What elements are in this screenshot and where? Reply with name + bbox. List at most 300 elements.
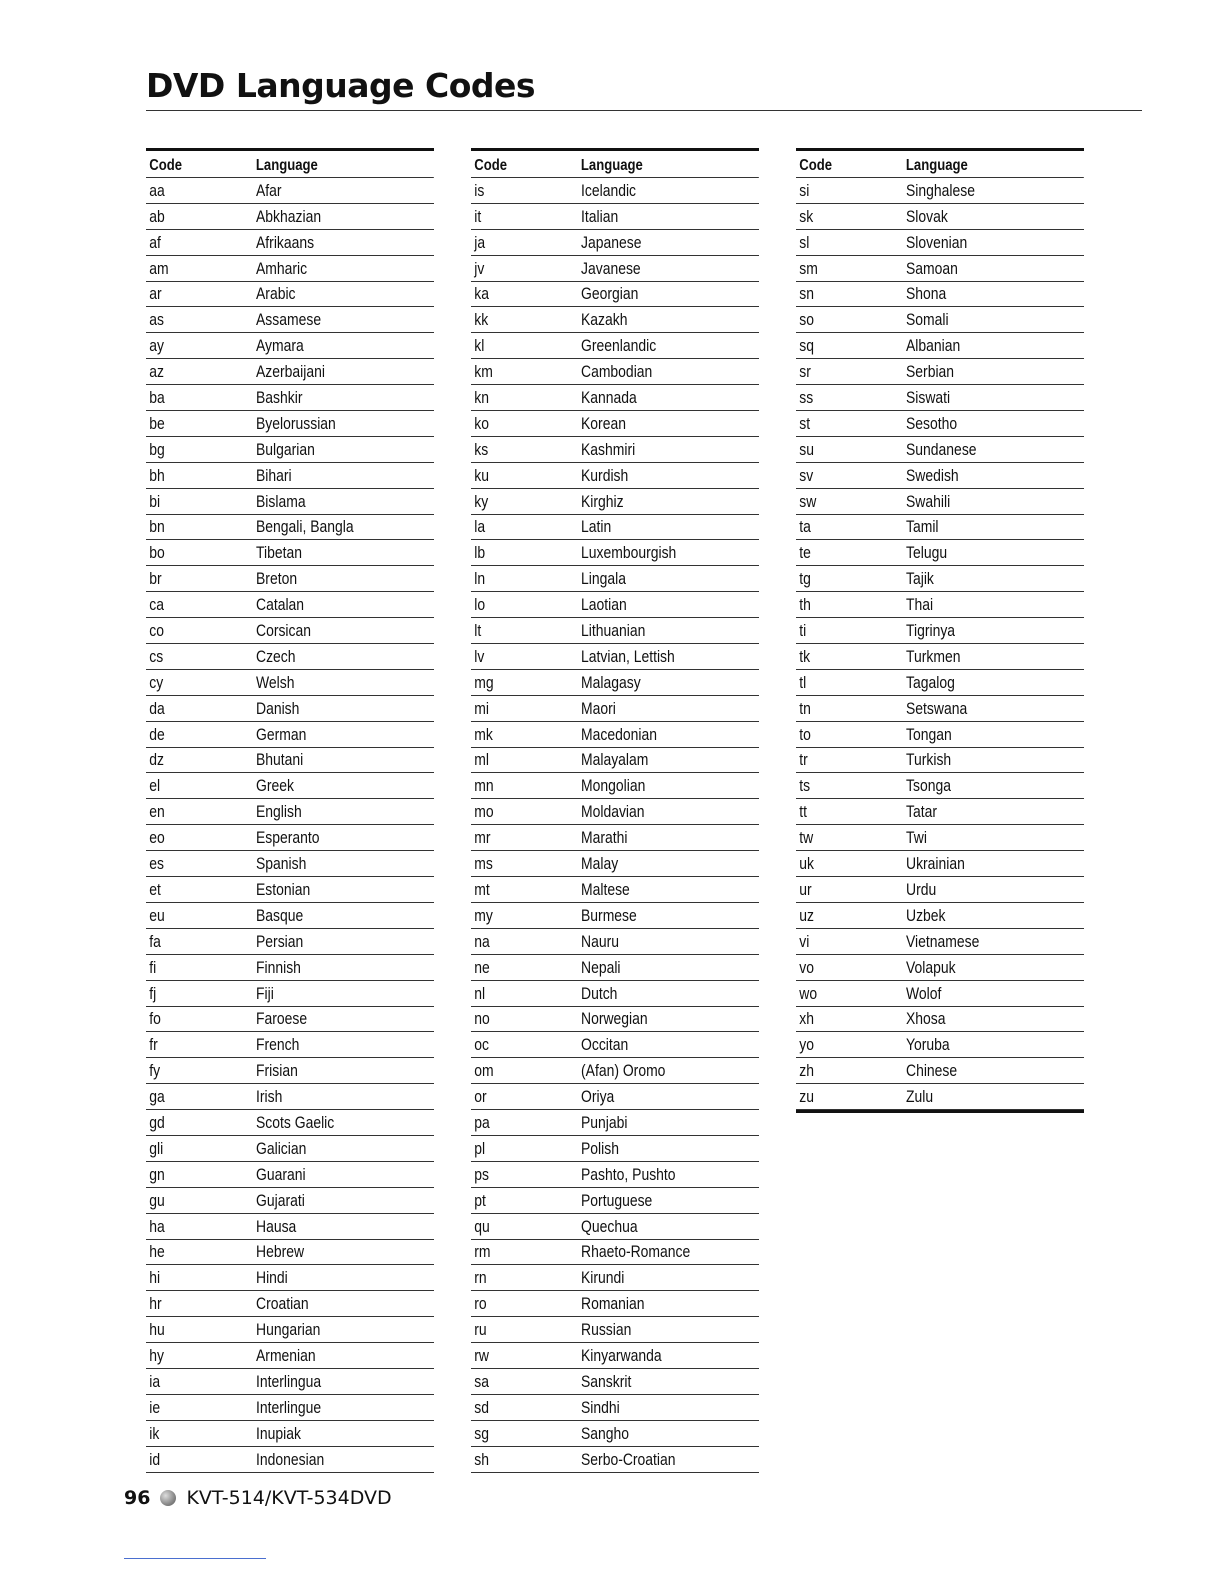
language-name: Urdu [906, 879, 937, 899]
language-name: Kinyarwanda [581, 1345, 662, 1365]
table-row [796, 696, 1084, 722]
gray-sphere-bullet-icon [160, 1490, 176, 1506]
table-row [796, 540, 1084, 566]
table-row [471, 773, 759, 799]
language-code: xh [799, 1009, 815, 1029]
table-row [146, 1447, 434, 1473]
table-row [471, 1007, 759, 1033]
language-name: Hausa [256, 1216, 297, 1236]
language-code: ba [149, 388, 165, 408]
table-rows [471, 178, 759, 1473]
language-code: cy [149, 672, 164, 692]
language-code: ik [149, 1423, 160, 1443]
table-row [471, 851, 759, 877]
language-name: Polish [581, 1138, 619, 1158]
language-name: Dutch [581, 983, 618, 1003]
language-code: sh [474, 1449, 490, 1469]
language-name: Mongolian [581, 776, 646, 796]
table-row [471, 722, 759, 748]
table-row [146, 230, 434, 256]
language-name: Kazakh [581, 310, 628, 330]
language-name: Kirundi [581, 1268, 625, 1288]
language-code: eo [149, 828, 165, 848]
language-code: mt [474, 879, 490, 899]
language-code: co [149, 621, 165, 641]
language-name: Nauru [581, 931, 619, 951]
language-name: Guarani [256, 1164, 306, 1184]
table-row [796, 515, 1084, 541]
table-row [796, 178, 1084, 204]
language-code: ts [799, 776, 811, 796]
language-name: Volapuk [906, 957, 956, 977]
language-name: Norwegian [581, 1009, 648, 1029]
table-row [146, 1395, 434, 1421]
language-name: Nepali [581, 957, 621, 977]
language-name: Laotian [581, 595, 627, 615]
language-code: es [149, 854, 165, 874]
table-row [146, 748, 434, 774]
language-code: lo [474, 595, 486, 615]
language-name: Ukrainian [906, 854, 965, 874]
table-row [471, 1291, 759, 1317]
language-name: Thai [906, 595, 934, 615]
language-name: Assamese [256, 310, 322, 330]
language-name: Tsonga [906, 776, 951, 796]
table-row [471, 1265, 759, 1291]
language-name: Chinese [906, 1061, 958, 1081]
language-name: Sanskrit [581, 1371, 632, 1391]
language-code: fo [149, 1009, 161, 1029]
language-code: tn [799, 698, 811, 718]
language-name: Quechua [581, 1216, 638, 1236]
language-code: uz [799, 905, 815, 925]
language-name: Romanian [581, 1294, 645, 1314]
language-code: fy [149, 1061, 161, 1081]
table-row [471, 644, 759, 670]
table-row [471, 748, 759, 774]
language-code: sa [474, 1371, 490, 1391]
table-row [146, 929, 434, 955]
table-row [146, 1343, 434, 1369]
language-code: dz [149, 750, 165, 770]
table-row [146, 1291, 434, 1317]
table-row [796, 359, 1084, 385]
language-code: tg [799, 569, 811, 589]
table-row [796, 230, 1084, 256]
language-name: Marathi [581, 828, 628, 848]
language-code: ln [474, 569, 486, 589]
language-name: Wolof [906, 983, 942, 1003]
table-row [796, 929, 1084, 955]
table-row [796, 722, 1084, 748]
language-name: Setswana [906, 698, 968, 718]
table-row [471, 1058, 759, 1084]
table-row [146, 592, 434, 618]
language-name: Tibetan [256, 543, 302, 563]
table-header [796, 151, 1084, 178]
table-row [146, 178, 434, 204]
language-name: Shona [906, 284, 947, 304]
table-row [146, 1240, 434, 1266]
language-code: wo [799, 983, 818, 1003]
language-name: Danish [256, 698, 300, 718]
language-code: no [474, 1009, 490, 1029]
table-row [146, 385, 434, 411]
header-code: Code [799, 157, 833, 174]
language-name: Interlingua [256, 1371, 322, 1391]
language-code: bo [149, 543, 165, 563]
language-name: Gujarati [256, 1190, 305, 1210]
header-code: Code [474, 157, 508, 174]
language-code: kk [474, 310, 489, 330]
language-code: sm [799, 258, 818, 278]
language-code: gli [149, 1138, 164, 1158]
table-row [796, 437, 1084, 463]
language-name: Burmese [581, 905, 637, 925]
table-row [471, 411, 759, 437]
language-name: Malayalam [581, 750, 649, 770]
language-code: ca [149, 595, 165, 615]
language-name: Punjabi [581, 1112, 628, 1132]
table-row [146, 644, 434, 670]
language-code: tr [799, 750, 808, 770]
table-row [471, 178, 759, 204]
language-code: sw [799, 491, 817, 511]
table-row [796, 877, 1084, 903]
language-code: az [149, 362, 165, 382]
header-language: Language [905, 157, 968, 174]
table-row [146, 1084, 434, 1110]
language-code: rw [474, 1345, 490, 1365]
table-rows [146, 178, 434, 1473]
language-code: tk [799, 646, 811, 666]
table-row [796, 282, 1084, 308]
language-name: Galician [256, 1138, 307, 1158]
table-row [796, 851, 1084, 877]
language-code: sd [474, 1397, 490, 1417]
language-code: sk [799, 206, 814, 226]
language-name: German [256, 724, 307, 744]
table-row [471, 1162, 759, 1188]
language-code: fr [149, 1035, 158, 1055]
table-row [796, 592, 1084, 618]
language-name: Estonian [256, 879, 311, 899]
language-code: ms [474, 854, 493, 874]
table-row [146, 1317, 434, 1343]
language-code: tt [799, 802, 808, 822]
language-name: Vietnamese [906, 931, 980, 951]
table-row [146, 825, 434, 851]
language-name: Korean [581, 413, 626, 433]
language-code: pt [474, 1190, 486, 1210]
language-name: Georgian [581, 284, 639, 304]
table-row [146, 1136, 434, 1162]
table-row [471, 256, 759, 282]
table-rows [796, 178, 1084, 1113]
language-name: Albanian [906, 336, 961, 356]
language-name: Scots Gaelic [256, 1112, 335, 1132]
language-code: mg [474, 672, 494, 692]
table-row [471, 799, 759, 825]
language-code: eu [149, 905, 165, 925]
language-name: Zulu [906, 1087, 934, 1107]
language-code: pl [474, 1138, 486, 1158]
language-code: sn [799, 284, 815, 304]
table-row [146, 1265, 434, 1291]
language-name: Bihari [256, 465, 292, 485]
table-row [471, 540, 759, 566]
language-code: ay [149, 336, 165, 356]
language-name: Interlingue [256, 1397, 322, 1417]
language-name: Irish [256, 1087, 283, 1107]
language-code: rm [474, 1242, 491, 1262]
table-row [146, 1058, 434, 1084]
language-code: la [474, 517, 486, 537]
language-name: Azerbaijani [256, 362, 325, 382]
table-row [146, 411, 434, 437]
language-name: Maori [581, 698, 616, 718]
language-name: Uzbek [906, 905, 946, 925]
language-name: French [256, 1035, 300, 1055]
language-name: Latvian, Lettish [581, 646, 675, 666]
language-code: ha [149, 1216, 165, 1236]
language-code: qu [474, 1216, 490, 1236]
table-row [796, 256, 1084, 282]
language-code: ru [474, 1320, 487, 1340]
language-name: Inupiak [256, 1423, 301, 1443]
language-name: English [256, 802, 302, 822]
language-code: hy [149, 1345, 165, 1365]
table-row [471, 903, 759, 929]
language-code: sg [474, 1423, 490, 1443]
language-name: Frisian [256, 1061, 298, 1081]
language-name: Esperanto [256, 828, 320, 848]
language-name: Breton [256, 569, 298, 589]
header-language: Language [580, 157, 643, 174]
language-code: ia [149, 1371, 161, 1391]
table-row [796, 825, 1084, 851]
language-code: or [474, 1087, 487, 1107]
language-code: yo [799, 1035, 815, 1055]
table-row [796, 489, 1084, 515]
table-row [146, 618, 434, 644]
language-name: Bashkir [256, 388, 303, 408]
table-row [146, 437, 434, 463]
table-row [796, 773, 1084, 799]
language-code: th [799, 595, 811, 615]
language-name: Turkmen [906, 646, 961, 666]
table-row [471, 592, 759, 618]
language-name: Spanish [256, 854, 307, 874]
table-row [471, 385, 759, 411]
language-name: Lingala [581, 569, 626, 589]
table-row [471, 877, 759, 903]
table-row [471, 670, 759, 696]
language-code: fa [149, 931, 161, 951]
language-code: so [799, 310, 815, 330]
title-rule [146, 110, 1142, 111]
language-code: lb [474, 543, 486, 563]
table-row [146, 955, 434, 981]
table-row [146, 307, 434, 333]
language-name: Tigrinya [906, 621, 956, 641]
table-row [796, 307, 1084, 333]
language-name: Hebrew [256, 1242, 305, 1262]
language-name: Pashto, Pushto [581, 1164, 676, 1184]
table-row [471, 307, 759, 333]
table-row [146, 1007, 434, 1033]
table-row [796, 903, 1084, 929]
table-row [146, 670, 434, 696]
table-row [146, 489, 434, 515]
table-row [796, 1007, 1084, 1033]
language-name: Kannada [581, 388, 637, 408]
language-name: Rhaeto-Romance [581, 1242, 691, 1262]
language-code: kn [474, 388, 490, 408]
language-name: Afrikaans [256, 232, 315, 252]
language-code: zh [799, 1061, 815, 1081]
table-row [146, 333, 434, 359]
table-row [796, 1084, 1084, 1110]
language-code: am [149, 258, 169, 278]
language-code: tl [799, 672, 807, 692]
table-row [146, 1421, 434, 1447]
language-name: Moldavian [581, 802, 645, 822]
language-code: ja [474, 232, 486, 252]
language-code: km [474, 362, 493, 382]
language-name: Malay [581, 854, 619, 874]
table-row [146, 1032, 434, 1058]
language-name: Siswati [906, 388, 951, 408]
language-code: ne [474, 957, 490, 977]
language-code: af [149, 232, 161, 252]
language-name: Tongan [906, 724, 952, 744]
table-row [146, 981, 434, 1007]
language-code: oc [474, 1035, 490, 1055]
table-row [471, 1032, 759, 1058]
language-code: ky [474, 491, 489, 511]
language-name: Maltese [581, 879, 630, 899]
language-name: Cambodian [581, 362, 653, 382]
language-code: he [149, 1242, 165, 1262]
table-row [471, 1421, 759, 1447]
language-code: gu [149, 1190, 165, 1210]
table-row [796, 566, 1084, 592]
table-row [471, 1136, 759, 1162]
language-code: to [799, 724, 811, 744]
language-name: (Afan) Oromo [581, 1061, 666, 1081]
table-header [146, 151, 434, 178]
language-name: Hungarian [256, 1320, 321, 1340]
table-row [146, 1162, 434, 1188]
language-table-column-1 [146, 148, 434, 1473]
language-name: Fiji [256, 983, 274, 1003]
language-code: su [799, 439, 815, 459]
table-row [796, 955, 1084, 981]
language-name: Sundanese [906, 439, 977, 459]
language-name: Lithuanian [581, 621, 646, 641]
table-row [146, 1369, 434, 1395]
language-name: Xhosa [906, 1009, 946, 1029]
language-name: Persian [256, 931, 304, 951]
language-name: Hindi [256, 1268, 288, 1288]
language-code: sq [799, 336, 815, 356]
table-row [471, 1317, 759, 1343]
language-name: Tamil [906, 517, 939, 537]
language-code: zu [799, 1087, 815, 1107]
table-row [796, 411, 1084, 437]
table-row [146, 204, 434, 230]
table-row [471, 1240, 759, 1266]
table-row [796, 1032, 1084, 1058]
language-code: en [149, 802, 165, 822]
table-row [796, 1058, 1084, 1084]
language-name: Kashmiri [581, 439, 636, 459]
language-name: Javanese [581, 258, 641, 278]
language-code: na [474, 931, 490, 951]
language-code: ml [474, 750, 490, 770]
table-row [146, 256, 434, 282]
table-row [471, 463, 759, 489]
language-name: Croatian [256, 1294, 309, 1314]
language-code: ku [474, 465, 490, 485]
table-row [471, 1188, 759, 1214]
language-code: vo [799, 957, 815, 977]
language-name: Samoan [906, 258, 958, 278]
language-name: Japanese [581, 232, 642, 252]
header-code: Code [149, 157, 183, 174]
language-name: Sindhi [581, 1397, 620, 1417]
table-row [796, 799, 1084, 825]
language-code: lt [474, 621, 482, 641]
table-row [796, 981, 1084, 1007]
table-row [796, 748, 1084, 774]
page-title: DVD Language Codes [146, 66, 536, 105]
language-name: Bengali, Bangla [256, 517, 354, 537]
language-code: ko [474, 413, 490, 433]
language-code: it [474, 206, 482, 226]
language-name: Corsican [256, 621, 312, 641]
table-row [471, 1110, 759, 1136]
table-row [471, 981, 759, 1007]
header-language: Language [255, 157, 318, 174]
language-name: Yoruba [906, 1035, 950, 1055]
language-name: Indonesian [256, 1449, 325, 1469]
language-code: st [799, 413, 811, 433]
language-code: be [149, 413, 165, 433]
language-name: Russian [581, 1320, 632, 1340]
language-code: ro [474, 1294, 487, 1314]
table-row [146, 696, 434, 722]
language-name: Macedonian [581, 724, 657, 744]
language-code: mn [474, 776, 494, 796]
language-code: sr [799, 362, 811, 382]
page-footer [124, 1487, 392, 1509]
table-row [146, 773, 434, 799]
table-row [146, 1110, 434, 1136]
language-name: Aymara [256, 336, 304, 356]
language-code: cs [149, 646, 164, 666]
table-row [796, 618, 1084, 644]
language-name: Turkish [906, 750, 952, 770]
language-code: gd [149, 1112, 165, 1132]
language-code: si [799, 180, 810, 200]
table-row [471, 204, 759, 230]
language-code: pa [474, 1112, 490, 1132]
language-code: mk [474, 724, 493, 744]
model-name: KVT-514/KVT-534DVD [186, 1487, 392, 1509]
language-name: Kurdish [581, 465, 629, 485]
